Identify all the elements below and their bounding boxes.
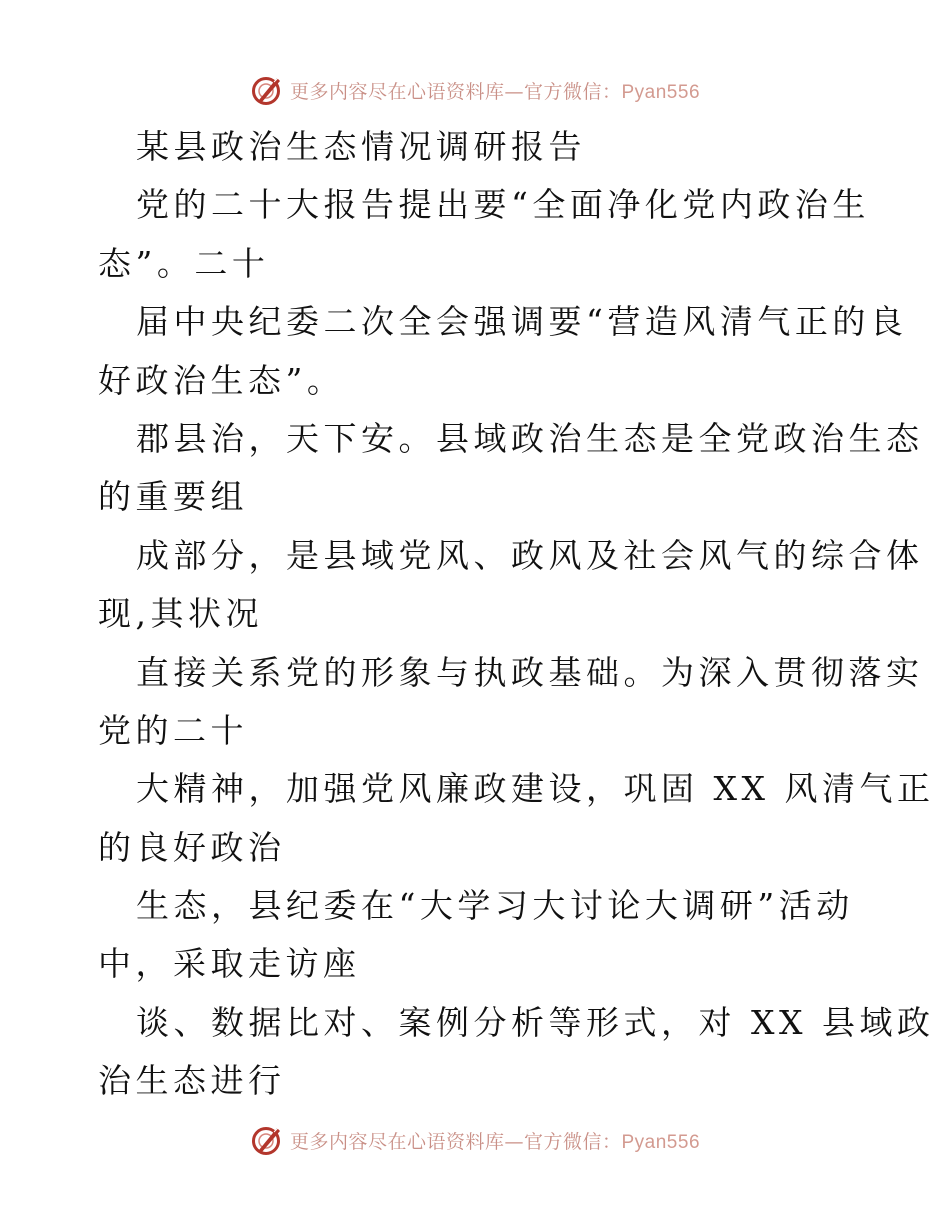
text-line: 的良好政治: [98, 827, 286, 867]
text-line: 郡县治，天下安。县域政治生态是全党政治生态: [136, 418, 924, 458]
watermark-label: 更多内容尽在心语资料库—官方微信：: [289, 1130, 622, 1153]
document-title: 某县政治生态情况调研报告: [136, 127, 586, 166]
text-line: 治生态进行: [98, 1061, 286, 1101]
quill-logo-icon: [250, 1123, 284, 1157]
text-line: 直接关系党的形象与执政基础。为深入贯彻落实: [136, 652, 924, 692]
watermark-group: [250, 73, 700, 107]
watermark-wechat-id: Pyan556: [621, 1131, 701, 1153]
watermark-wechat-id: Pyan556: [621, 81, 701, 103]
text-line: 现,其状况: [98, 594, 263, 634]
footer-watermark: [0, 1120, 950, 1160]
text-line: 党的二十大报告提出要“全面净化党内政治生: [136, 185, 870, 225]
text-line: 成部分，是县域党风、政风及社会风气的综合体: [136, 535, 924, 575]
text-line: 谈、数据比对、案例分析等形式，对 XX 县域政: [136, 1002, 935, 1042]
document-body: [98, 118, 935, 1111]
text-line: 大精神，加强党风廉政建设，巩固 XX 风清气正: [136, 769, 935, 809]
watermark-label: 更多内容尽在心语资料库—官方微信：: [289, 80, 622, 103]
text-line: 的重要组: [98, 477, 248, 517]
text-line: 态”。二十: [98, 243, 270, 283]
text-line: 好政治生态”。: [98, 360, 345, 400]
paragraph-lines: [98, 176, 935, 1110]
watermark-text: [290, 77, 700, 104]
quill-logo-icon: [250, 73, 284, 107]
text-line: 中，采取走访座: [98, 944, 361, 984]
watermark-text: [290, 1127, 700, 1154]
text-line: 届中央纪委二次全会强调要“营造风清气正的良: [136, 302, 908, 342]
text-line: 党的二十: [98, 710, 248, 750]
text-line: 生态，县纪委在“大学习大讨论大调研”活动: [136, 886, 854, 926]
header-watermark: [0, 70, 950, 110]
watermark-group: [250, 1123, 700, 1157]
